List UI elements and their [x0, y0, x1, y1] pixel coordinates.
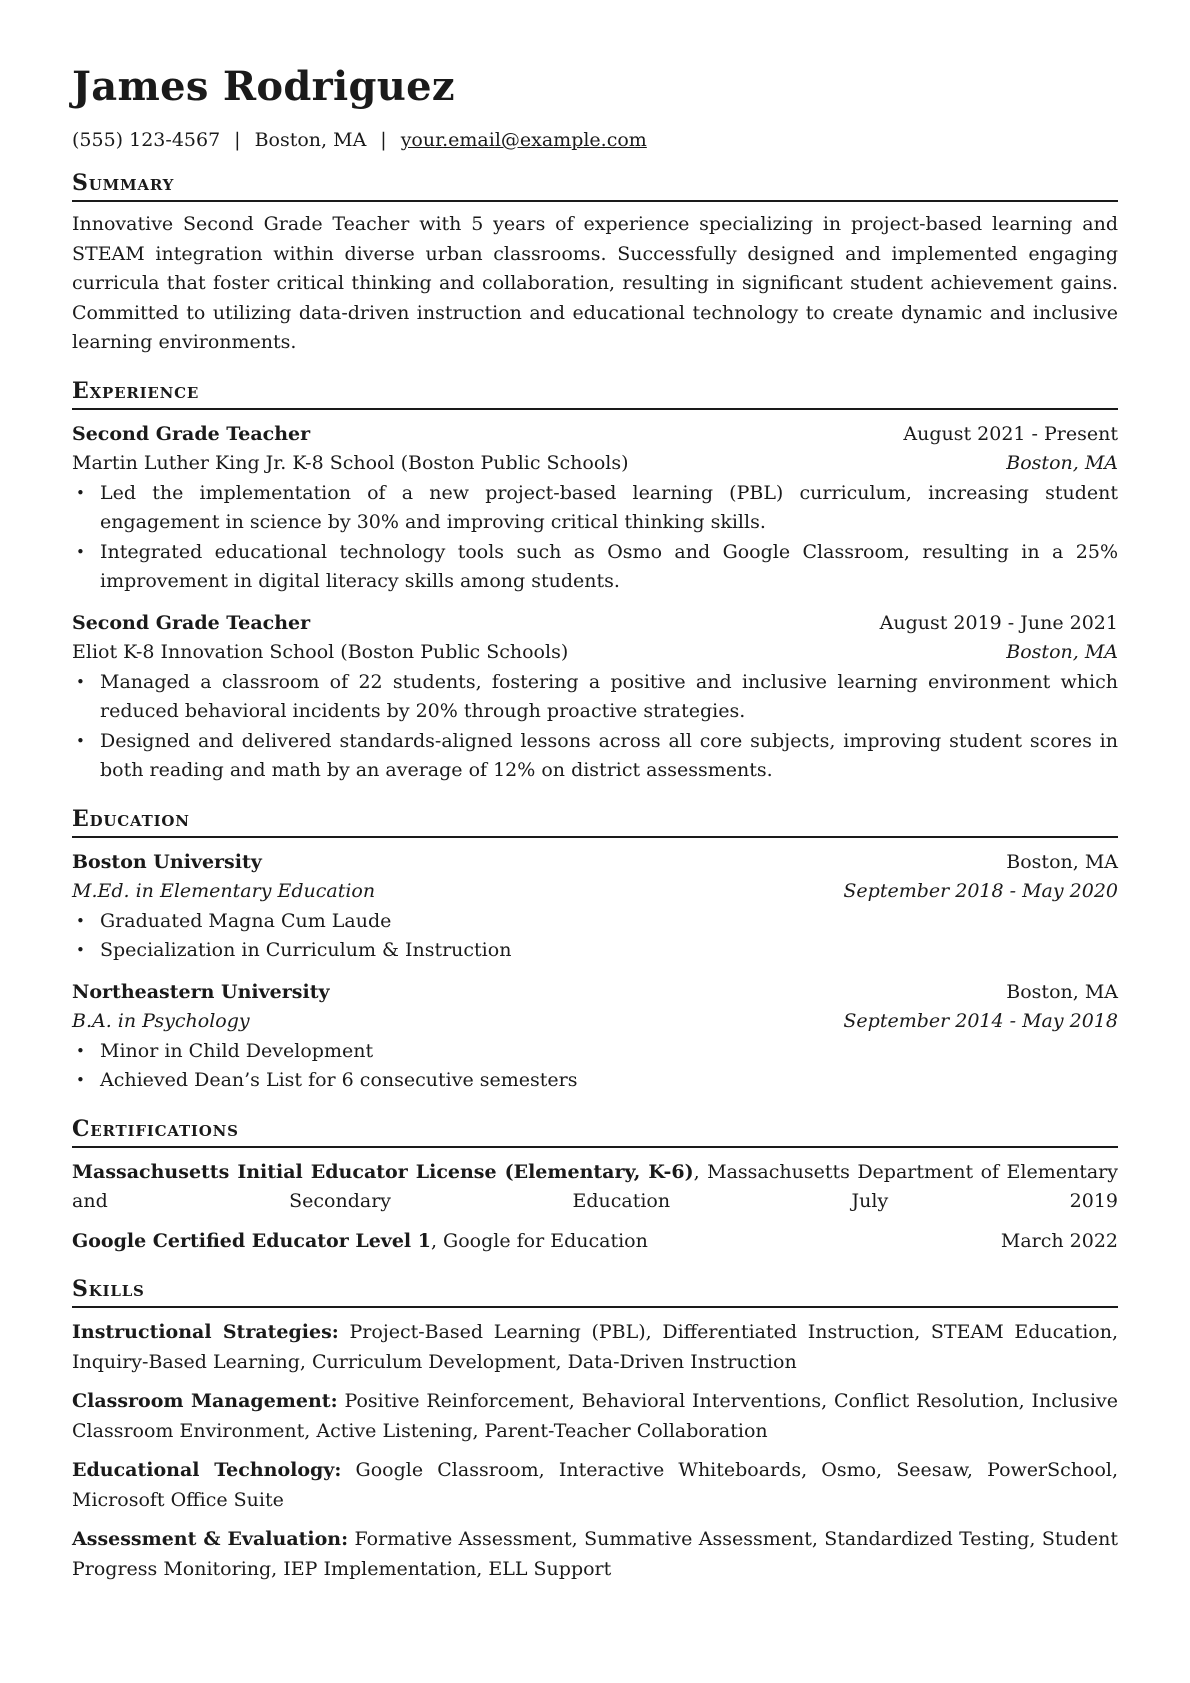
job-bullets — [72, 668, 1118, 786]
experience-section — [72, 376, 1118, 786]
skill-group — [72, 1456, 1118, 1515]
bullet-item: • Graduated Magna Cum Laude — [100, 907, 1118, 937]
bullet-item: • Designed and delivered standards-aligned lessons across all core subjects, improving student scores in both reading and math by an average of 12% on district assessments. — [100, 727, 1118, 786]
skill-group-label: Assessment & Evaluation: — [72, 1528, 349, 1550]
contact-separator: | — [234, 129, 241, 151]
job-dates: August 2019 - June 2021 — [879, 611, 1118, 634]
job-school: Eliot K-8 Innovation School (Boston Public Schools) — [72, 641, 569, 663]
certification-entry — [72, 1227, 1118, 1257]
bullet-item: • Integrated educational technology tools such as Osmo and Google Classroom, resulting in a 25% improvement in digital literacy skills among students. — [100, 538, 1118, 597]
certification-name: Google Certified Educator Level 1 — [72, 1229, 431, 1252]
skill-group-items: Google Classroom, Interactive Whiteboards, Osmo, Seesaw, PowerSchool, Microsoft Office Suite — [72, 1459, 1118, 1511]
summary-text: Innovative Second Grade Teacher with 5 years of experience specializing in project-based learning and STEAM integration within diverse urban classrooms. Successfully designed and implemented engaging curricula that foster critical thinking and collaboration, resulting in significant student achievement gains. Committed to utilizing data-driven instruction and educational technology to create dynamic and inclusive learning environments. — [72, 213, 1118, 353]
skill-group-items: Positive Reinforcement, Behavioral Interventions, Conflict Resolution, Inclusive Classroom Environment, Active Listening, Parent-Teacher Collaboration — [72, 1390, 1118, 1442]
job-role: Second Grade Teacher — [72, 422, 311, 445]
contact-line — [72, 126, 1118, 154]
job-location: Boston, MA — [1006, 641, 1118, 663]
skill-group-label: Instructional Strategies: — [72, 1321, 339, 1343]
skill-group — [72, 1318, 1118, 1377]
skills-section — [72, 1274, 1118, 1584]
skill-group-label: Classroom Management: — [72, 1390, 338, 1412]
bullet-item: • Led the implementation of a new project-based learning (PBL) curriculum, increasing student engagement in science by 30% and improving critical thinking skills. — [100, 479, 1118, 538]
school-location: Boston, MA — [1006, 980, 1118, 1003]
skill-group-label: Educational Technology: — [72, 1459, 342, 1481]
education-bullets — [72, 1037, 1118, 1096]
resume-name: James Rodriguez — [72, 63, 455, 110]
school-name: Boston University — [72, 850, 262, 873]
degree-dates: September 2014 - May 2018 — [843, 1010, 1118, 1032]
certification-issuer: , Google for Education — [430, 1229, 648, 1252]
location-text: Boston, MA — [254, 129, 367, 151]
email-link[interactable]: your.email@example.com — [400, 129, 647, 151]
degree-dates: September 2018 - May 2020 — [843, 880, 1118, 902]
bullet-item: • Achieved Dean’s List for 6 consecutive semesters — [100, 1066, 1118, 1096]
education-bullets — [72, 907, 1118, 966]
school-location: Boston, MA — [1006, 850, 1118, 873]
summary-section — [72, 168, 1118, 358]
job-dates: August 2021 - Present — [903, 422, 1118, 445]
section-title-experience: Experience — [72, 376, 1118, 410]
certification-name: Massachusetts Initial Educator License (Elementary, K-6) — [72, 1160, 694, 1183]
degree-name: M.Ed. in Elementary Education — [72, 880, 376, 902]
phone-number: (555) 123-4567 — [72, 129, 221, 151]
job-school: Martin Luther King Jr. K-8 School (Boston Public Schools) — [72, 452, 629, 474]
section-title-education: Education — [72, 804, 1118, 838]
certification-date: March 2022 — [1000, 1229, 1118, 1252]
skill-group-items: Formative Assessment, Summative Assessment, Standardized Testing, Student Progress Monitoring, IEP Implementation, ELL Support — [72, 1528, 1118, 1580]
certification-entry — [72, 1158, 1118, 1217]
skill-group — [72, 1525, 1118, 1584]
section-title-summary: Summary — [72, 168, 1118, 202]
contact-separator: | — [380, 129, 387, 151]
experience-entry — [72, 420, 1118, 597]
section-title-certifications: Certifications — [72, 1114, 1118, 1148]
job-role: Second Grade Teacher — [72, 611, 311, 634]
job-bullets — [72, 479, 1118, 597]
education-entry — [72, 848, 1118, 966]
certification-issuer: , Massachusetts Department of Elementary and Secondary Education — [72, 1160, 1118, 1212]
skill-group-items: Project-Based Learning (PBL), Differentiated Instruction, STEAM Education, Inquiry-Based Learning, Curriculum Development, Data-Driven Instruction — [72, 1321, 1118, 1373]
bullet-item: • Managed a classroom of 22 students, fostering a positive and inclusive learning environment which reduced behavioral incidents by 20% through proactive strategies. — [100, 668, 1118, 727]
education-entry — [72, 978, 1118, 1096]
education-section — [72, 804, 1118, 1096]
bullet-item: • Specialization in Curriculum & Instruction — [100, 936, 1118, 966]
bullet-item: • Minor in Child Development — [100, 1037, 1118, 1067]
certification-date: July 2019 — [851, 1190, 1118, 1212]
experience-entry — [72, 609, 1118, 786]
skill-group — [72, 1387, 1118, 1446]
job-location: Boston, MA — [1006, 452, 1118, 474]
section-title-skills: Skills — [72, 1274, 1118, 1308]
school-name: Northeastern University — [72, 980, 330, 1003]
degree-name: B.A. in Psychology — [72, 1010, 250, 1032]
certifications-section — [72, 1114, 1118, 1257]
